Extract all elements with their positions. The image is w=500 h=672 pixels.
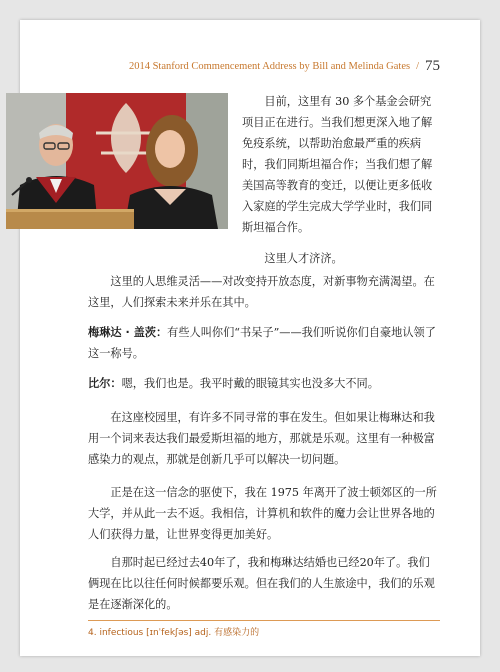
- page-number: 75: [425, 58, 440, 74]
- book-page: [20, 20, 480, 656]
- intro-paragraph: 目前，这里有 30 多个基金会研究项目正在进行。当我们想更深入地了解免疫系统，以帮助治愈最严重的疾病时，我们同斯坦福合作；当我们想了解美国高等教育的变迁，以便让更多低收入家庭的学生完成大学学业时，我们同斯坦福合作。: [242, 95, 433, 234]
- dialogue-paragraph: [88, 322, 440, 364]
- paragraph-text: 在这座校园里，有许多不同寻常的事在发生。但如果让梅琳达和我用一个词来表达我们最爱斯坦福的地方，那就是乐观。这里有一种极富感染力的观点，那就是创新几乎可以解决一切问题。: [88, 411, 435, 466]
- running-head: [129, 58, 440, 75]
- paragraph-text: 正是在这一信念的驱使下，我在 1975 年离开了波士顿郊区的一所大学，并从此一去不返。我相信，计算机和软件的魔力会让世界各地的人们获得力量，让世界变得更加美好。: [88, 486, 437, 541]
- speaker-name: 比尔：: [88, 377, 122, 390]
- body-paragraph: [88, 271, 440, 313]
- paragraph-text: 嗯，我们也是。我平时戴的眼镜其实也没多大不同。: [121, 377, 379, 390]
- dialogue-paragraph: [88, 373, 440, 394]
- body-paragraph: [88, 482, 440, 545]
- body-paragraph: [88, 552, 440, 615]
- body-paragraph: [88, 407, 440, 470]
- intro-text-column: [242, 91, 442, 269]
- photo-illustration: [6, 93, 228, 229]
- running-head-separator: /: [416, 61, 419, 72]
- intro-paragraph: 这里人才济济。: [264, 252, 343, 265]
- paragraph-text: 这里的人思维灵活——对改变持开放态度，对新事物充满渴望。在这里，人们探索未来并乐在其中。: [88, 275, 435, 309]
- speaker-name: 梅琳达 · 盖茨：: [88, 326, 168, 339]
- running-head-title: 2014 Stanford Commencement Address by Bill and Melinda Gates: [128, 61, 411, 72]
- paragraph-text: 有些人叫你们“书呆子”——我们听说你们自豪地认领了这一称号。: [88, 326, 436, 360]
- footnote: 4. infectious [ɪnˈfekʃəs] adj. 有感染力的: [88, 620, 440, 638]
- paragraph-text: 自那时起已经过去40年了，我和梅琳达结婚也已经20年了。我们俩现在比以往任何时候都要乐观。但在我们的人生旅途中，我们的乐观是在逐渐深化的。: [88, 556, 435, 611]
- commencement-photo: [6, 93, 228, 229]
